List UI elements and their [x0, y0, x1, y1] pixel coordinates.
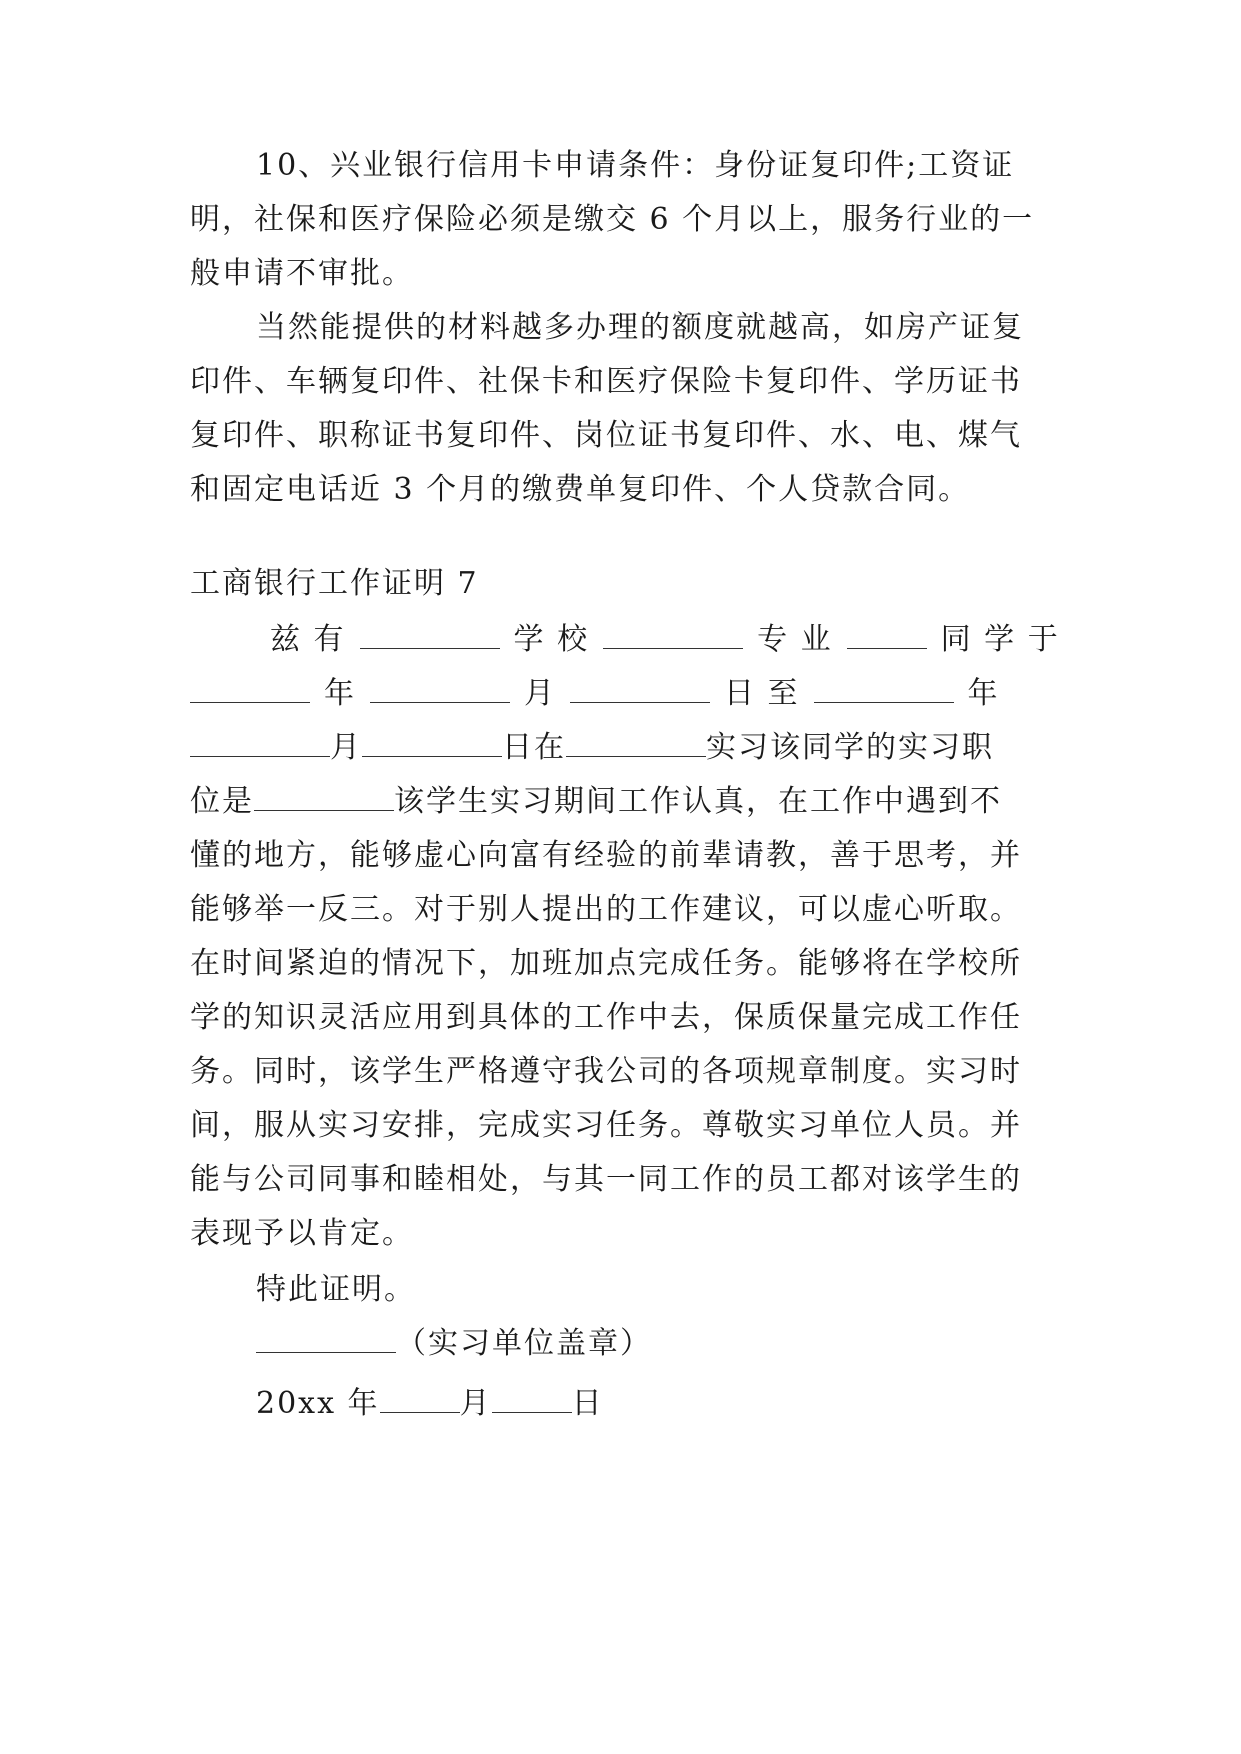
- fill-line-2: [190, 674, 1000, 714]
- blank-date-month[interactable]: [380, 1386, 460, 1413]
- blank-school[interactable]: [360, 622, 500, 649]
- prev-p1-line-2: 明，社保和医疗保险必须是缴交 6 个月以上，服务行业的一: [190, 202, 1035, 237]
- body-line-8: 表现予以肯定。: [190, 1216, 414, 1251]
- prev-p2-line-4: 和固定电话近 3 个月的缴费单复印件、个人贷款合同。: [190, 472, 971, 507]
- seal-label: （实习单位盖章）: [396, 1326, 652, 1361]
- blank-start-day[interactable]: [570, 676, 710, 703]
- body-line-7: 能与公司同事和睦相处，与其一同工作的员工都对该学生的: [190, 1162, 1022, 1197]
- seal-line: [256, 1324, 652, 1364]
- blank-end-day[interactable]: [362, 730, 502, 757]
- label-xue-xiao: 学 校: [513, 622, 590, 657]
- label-shixi-zhiwei: 实习该同学的实习职: [706, 730, 994, 765]
- prev-p1-line-1: 10、兴业银行信用卡申请条件：身份证复印件;工资证: [256, 148, 1015, 183]
- blank-end-year[interactable]: [814, 676, 954, 703]
- body-line-5: 务。同时，该学生严格遵守我公司的各项规章制度。实习时: [190, 1054, 1022, 1089]
- blank-major[interactable]: [603, 622, 743, 649]
- blank-date-day[interactable]: [492, 1386, 572, 1413]
- label-zi-you: 兹 有: [270, 622, 346, 657]
- label-nian: 年: [324, 676, 356, 711]
- fill-line-1: [270, 620, 1060, 660]
- closing: 特此证明。: [256, 1272, 416, 1307]
- blank-company[interactable]: [566, 730, 706, 757]
- line-4-tail: 该学生实习期间工作认真，在工作中遇到不: [394, 784, 1002, 819]
- certificate-heading: 工商银行工作证明 7: [190, 566, 479, 601]
- label-ri-zhi: 日 至: [724, 676, 800, 711]
- body-line-1: 懂的地方，能够虚心向富有经验的前辈请教，善于思考，并: [190, 838, 1022, 873]
- blank-start-month[interactable]: [370, 676, 510, 703]
- prev-p2-line-3: 复印件、职称证书复印件、岗位证书复印件、水、电、煤气: [190, 418, 1022, 453]
- body-line-3: 在时间紧迫的情况下，加班加点完成任务。能够将在学校所: [190, 946, 1022, 981]
- date-line: [256, 1384, 604, 1424]
- body-line-2: 能够举一反三。对于别人提出的工作建议，可以虚心听取。: [190, 892, 1022, 927]
- blank-end-month[interactable]: [190, 730, 330, 757]
- label-nian-2: 年: [967, 676, 1000, 711]
- prev-p2-line-1: 当然能提供的材料越多办理的额度就越高，如房产证复: [256, 310, 1024, 345]
- label-yue-2: 月: [330, 730, 362, 765]
- blank-start-year[interactable]: [190, 676, 310, 703]
- fill-line-4: [190, 782, 1002, 822]
- blank-student[interactable]: [847, 622, 927, 649]
- label-wei-shi: 位是: [190, 784, 254, 819]
- prev-p2-line-2: 印件、车辆复印件、社保卡和医疗保险卡复印件、学历证书: [190, 364, 1022, 399]
- fill-line-3: [190, 728, 994, 768]
- label-yue: 月: [524, 676, 556, 711]
- date-day-label: 日: [571, 1386, 604, 1421]
- label-tong-xue-yu: 同 学 于: [940, 622, 1060, 657]
- blank-position[interactable]: [254, 784, 394, 811]
- prev-p1-line-3: 般申请不审批。: [190, 256, 414, 291]
- label-zhuan-ye: 专 业: [757, 622, 833, 657]
- date-year: 20xx 年: [256, 1386, 380, 1421]
- body-line-4: 学的知识灵活应用到具体的工作中去，保质保量完成工作任: [190, 1000, 1022, 1035]
- date-month-label: 月: [459, 1386, 492, 1421]
- body-line-6: 间，服从实习安排，完成实习任务。尊敬实习单位人员。并: [190, 1108, 1022, 1143]
- blank-seal[interactable]: [256, 1326, 396, 1353]
- label-ri-zai: 日在: [502, 730, 566, 765]
